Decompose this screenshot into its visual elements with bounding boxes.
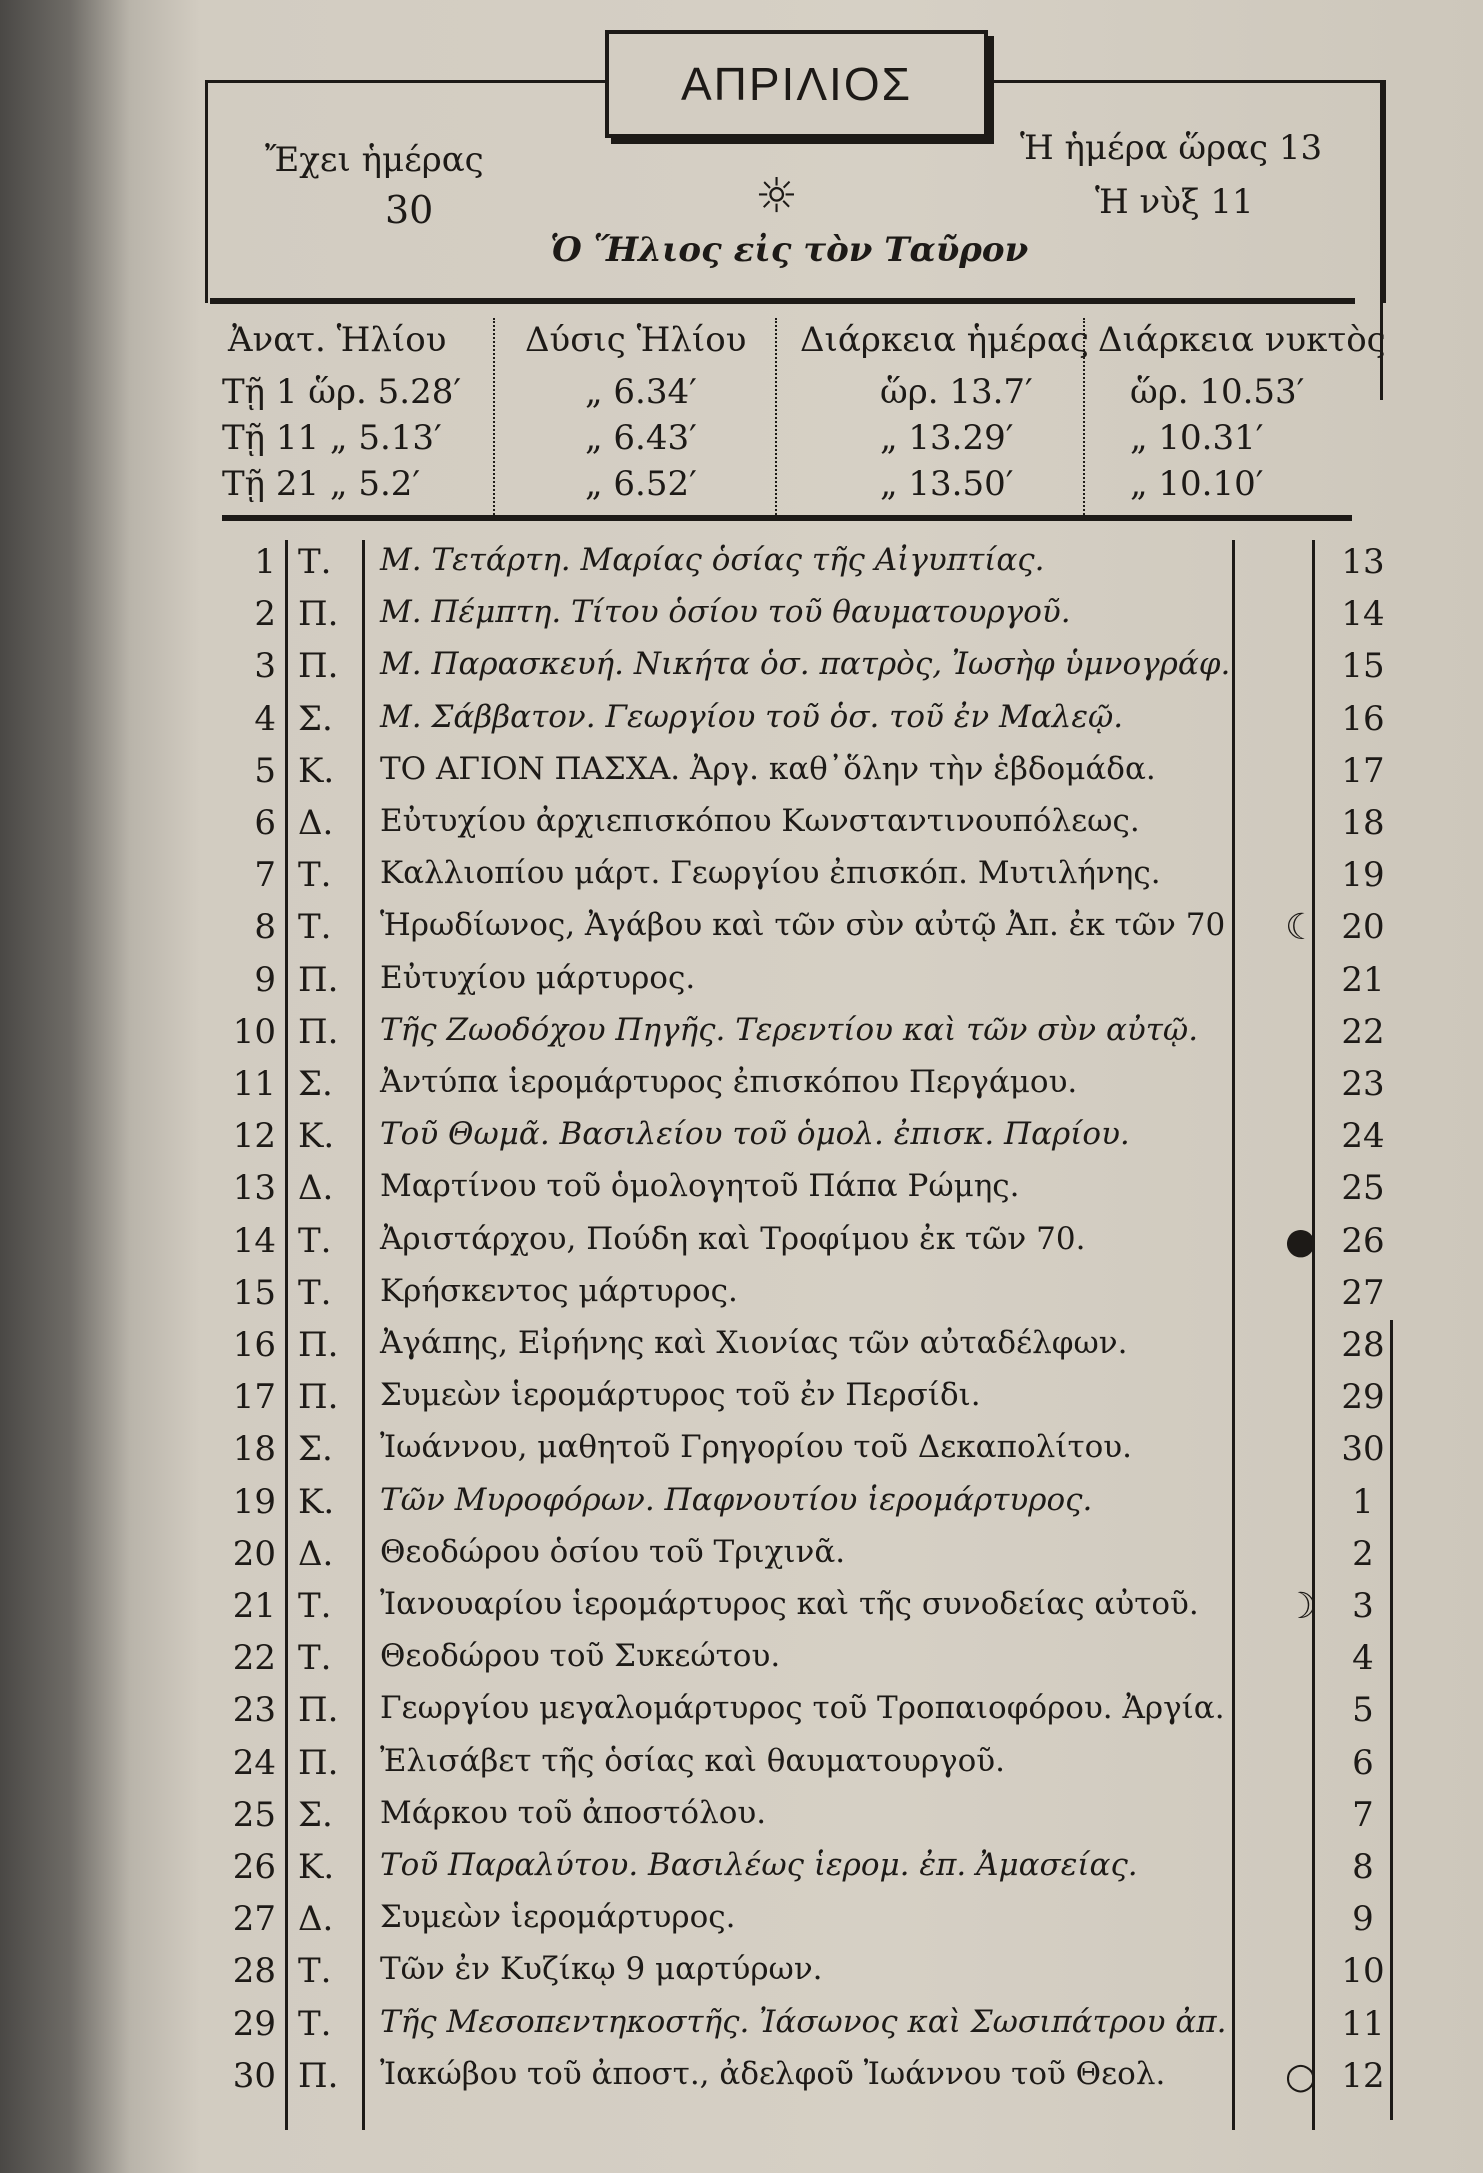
day-number: 18 [232,1429,276,1470]
sunrise-cell: Τῇ 11 „ 5.13′ [222,418,442,458]
saint-entry: Καλλιοπίου μάρτ. Γεωργίου ἐπισκόπ. Μυτιλήνης. [380,855,1161,892]
saint-entry: Τῶν Μυροφόρων. Παφνουτίου ἱερομάρτυρος. [380,1481,1093,1518]
saint-entry: Μ. Παρασκευή. Νικήτα ὁσ. πατρὸς, Ἰωσὴφ ὑμνογράφ. [380,646,1231,683]
old-calendar-day: 20 [1341,907,1385,948]
old-calendar-day: 1 [1352,1481,1374,1522]
weekday-abbrev: Τ. [298,1272,332,1313]
old-calendar-day: 5 [1352,1690,1374,1731]
calendar-row [0,2052,1483,2104]
day-number: 1 [254,542,276,582]
weekday-abbrev: Τ. [298,2003,332,2044]
weekday-abbrev: Δ. [298,1899,334,1940]
old-calendar-day: 14 [1341,594,1385,635]
old-calendar-day: 22 [1341,1011,1385,1052]
daylength-cell: „ 13.29′ [880,418,1014,458]
day-number: 27 [232,1899,276,1940]
old-calendar-day: 2 [1352,1533,1374,1574]
weekday-abbrev: Τ. [298,1220,332,1261]
weekday-abbrev: Δ. [298,803,334,843]
table-bottom-rule [222,515,1352,521]
calendar-row [0,1582,1483,1634]
col-header-daylength: Διάρκεια ἡμέρας [800,320,1089,360]
sunset-cell: „ 6.34′ [585,372,697,412]
calendar-row [0,799,1483,851]
day-number: 23 [232,1690,276,1731]
old-calendar-day: 21 [1341,959,1385,1000]
old-calendar-day: 10 [1341,1951,1385,1992]
day-number: 3 [254,646,276,687]
day-number: 7 [254,855,276,896]
saint-entry: Ἀντύπα ἱερομάρτυρος ἐπισκόπου Περγάμου. [380,1064,1078,1100]
calendar-row [0,642,1483,694]
calendar-row [0,851,1483,903]
sun-icon: ☼ [755,168,799,224]
saint-entry: Ἰανουαρίου ἱερομάρτυρος καὶ τῆς συνοδείας αὐτοῦ. [380,1586,1199,1622]
old-calendar-day: 9 [1352,1899,1374,1940]
calendar-row [0,1739,1483,1791]
saint-entry: Ἡρωδίωνος, Ἀγάβου καὶ τῶν σὺν αὐτῷ Ἀπ. ἐκ τῶν 70 [380,907,1226,944]
weekday-abbrev: Π. [298,959,339,1000]
weekday-abbrev: Σ. [298,1794,333,1835]
saint-entry: Τῆς Ζωοδόχου Πηγῆς. Τερεντίου καὶ τῶν σὺν αὐτῷ. [380,1011,1199,1048]
calendar-row [0,1895,1483,1947]
daylength-cell: „ 13.50′ [880,464,1014,504]
day-number: 9 [254,959,276,1000]
old-calendar-day: 6 [1352,1742,1374,1783]
saint-entry: Συμεὼν ἱερομάρτυρος τοῦ ἐν Περσίδι. [380,1377,981,1414]
weekday-abbrev: Κ. [298,750,335,791]
table-divider [775,318,777,518]
day-number: 8 [254,907,276,948]
old-calendar-day: 4 [1352,1638,1374,1679]
moon-phase-icon: ☽ [1285,1586,1318,1627]
calendar-row [0,1791,1483,1843]
calendar-row [0,747,1483,799]
saint-entry: Ἰωάννου, μαθητοῦ Γρηγορίου τοῦ Δεκαπολίτου. [380,1429,1132,1466]
old-calendar-day: 23 [1341,1064,1385,1104]
table-top-rule [210,298,1355,304]
day-number: 20 [232,1533,276,1574]
saint-entry: Ἐλισάβετ τῆς ὁσίας καὶ θαυματουργοῦ. [380,1742,1006,1779]
weekday-abbrev: Π. [298,1377,339,1418]
weekday-abbrev: Σ. [298,1064,333,1104]
old-calendar-day: 8 [1352,1847,1374,1887]
nightlength-cell: „ 10.31′ [1130,418,1264,458]
calendar-row [0,1008,1483,1060]
day-number: 13 [232,1168,276,1209]
calendar-row [0,1843,1483,1895]
calendar-row [0,1530,1483,1582]
weekday-abbrev: Σ. [298,698,333,739]
saint-entry: Τῶν ἐν Κυζίκῳ 9 μαρτύρων. [380,1951,823,1988]
old-calendar-day: 26 [1341,1220,1385,1261]
col-header-nightlength: Διάρκεια νυκτὸς [1098,320,1386,360]
day-number: 11 [232,1064,276,1104]
day-number: 30 [232,2055,276,2096]
weekday-abbrev: Π. [298,646,339,687]
saint-entry: Ἰακώβου τοῦ ἀποστ., ἀδελφοῦ Ἰωάννου τοῦ Θεολ. [380,2055,1166,2092]
month-title: ΑΠΡΙΛΙΟΣ [605,30,988,138]
days-label: Ἔχει ἡμέρας [265,140,484,180]
weekday-abbrev: Π. [298,1690,339,1731]
weekday-abbrev: Σ. [298,1429,333,1470]
saint-entry: Τοῦ Παραλύτου. Βασιλέως ἱερομ. ἐπ. Ἀμασείας. [380,1847,1138,1883]
days-count: 30 [385,188,434,232]
day-number: 6 [254,803,276,843]
old-calendar-day: 17 [1341,750,1385,791]
night-hours: Ἡ νὺξ 11 [1095,182,1254,222]
calendar-row [0,903,1483,955]
old-calendar-day: 12 [1341,2055,1385,2096]
zodiac-line: Ὁ Ἥλιος εἰς τὸν Ταῦρον [550,230,1029,270]
old-calendar-day: 28 [1341,1325,1385,1365]
saint-entry: Εὐτυχίου μάρτυρος. [380,959,696,996]
old-calendar-day: 16 [1341,698,1385,739]
day-number: 5 [254,750,276,791]
saint-entry: Μ. Σάββατον. Γεωργίου τοῦ ὁσ. τοῦ ἐν Μαλεῷ. [380,698,1124,735]
calendar-row [0,590,1483,642]
day-number: 17 [232,1377,276,1418]
daylength-cell: ὥρ. 13.7′ [880,372,1033,412]
weekday-abbrev: Π. [298,2055,339,2096]
weekday-abbrev: Τ. [298,542,332,582]
saint-entry: Θεοδώρου ὁσίου τοῦ Τριχινᾶ. [380,1533,846,1570]
weekday-abbrev: Δ. [298,1533,334,1574]
weekday-abbrev: Δ. [298,1168,334,1209]
day-number: 2 [254,594,276,635]
weekday-abbrev: Τ. [298,1951,332,1992]
calendar-row [0,1686,1483,1738]
moon-phase-icon: ● [1285,1220,1317,1262]
day-number: 29 [232,2003,276,2044]
calendar-row [0,1164,1483,1216]
nightlength-cell: „ 10.10′ [1130,464,1264,504]
moon-phase-icon: ○ [1285,2055,1317,2097]
calendar-row [0,1373,1483,1425]
saint-entry: Ἀριστάρχου, Πούδη καὶ Τροφίμου ἐκ τῶν 70. [380,1220,1086,1257]
saint-entry: Εὐτυχίου ἀρχιεπισκόπου Κωνσταντινουπόλεως. [380,803,1140,839]
day-number: 21 [232,1586,276,1626]
day-number: 22 [232,1638,276,1679]
calendar-row [0,1425,1483,1477]
old-calendar-day: 15 [1341,646,1385,687]
col-header-sunrise: Ἀνατ. Ἡλίου [228,320,447,360]
calendar-row [0,1478,1483,1530]
saint-entry: Ἀγάπης, Εἰρήνης καὶ Χιονίας τῶν αὐταδέλφων. [380,1325,1128,1361]
sunrise-cell: Τῇ 1 ὥρ. 5.28′ [222,372,462,412]
calendar-row [0,2000,1483,2052]
day-number: 24 [232,1742,276,1783]
day-number: 28 [232,1951,276,1992]
day-number: 19 [232,1481,276,1522]
day-number: 4 [254,698,276,739]
weekday-abbrev: Τ. [298,1586,332,1626]
calendar-row [0,695,1483,747]
saint-entry: Συμεὼν ἱερομάρτυρος. [380,1899,736,1936]
calendar-row [0,1060,1483,1112]
sunset-cell: „ 6.52′ [585,464,697,504]
weekday-abbrev: Κ. [298,1847,335,1887]
calendar-row [0,1321,1483,1373]
saint-entry: Γεωργίου μεγαλομάρτυρος τοῦ Τροπαιοφόρου. Ἀργία. [380,1690,1225,1727]
day-number: 12 [232,1116,276,1157]
day-number: 14 [232,1220,276,1261]
old-calendar-day: 27 [1341,1272,1385,1313]
day-number: 25 [232,1794,276,1835]
weekday-abbrev: Τ. [298,907,332,948]
old-calendar-day: 11 [1341,2003,1385,2044]
saint-entry: Κρήσκεντος μάρτυρος. [380,1272,738,1309]
day-number: 16 [232,1325,276,1365]
calendar-row [0,538,1483,590]
old-calendar-day: 24 [1341,1116,1385,1157]
day-number: 15 [232,1272,276,1313]
old-calendar-day: 7 [1352,1794,1374,1835]
old-calendar-day: 19 [1341,855,1385,896]
weekday-abbrev: Τ. [298,1638,332,1679]
col-header-sunset: Δύσις Ἡλίου [525,320,747,360]
weekday-abbrev: Π. [298,1742,339,1783]
day-number: 10 [232,1011,276,1052]
calendar-row [0,1634,1483,1686]
old-calendar-day: 3 [1352,1586,1374,1626]
sunrise-cell: Τῇ 21 „ 5.2′ [222,464,421,504]
old-calendar-day: 30 [1341,1429,1385,1470]
saint-entry: Μ. Τετάρτη. Μαρίας ὁσίας τῆς Αἰγυπτίας. [380,542,1045,578]
saint-entry: Μ. Πέμπτη. Τίτου ὁσίου τοῦ θαυματουργοῦ. [380,594,1071,631]
saint-entry: Τοῦ Θωμᾶ. Βασιλείου τοῦ ὁμολ. ἐπισκ. Παρίου. [380,1116,1130,1153]
old-calendar-day: 25 [1341,1168,1385,1209]
table-divider [493,318,495,518]
calendar-row [0,1947,1483,1999]
saint-entry: ΤΟ ΑΓΙΟΝ ΠΑΣΧΑ. Ἀργ. καθ᾽ὅλην τὴν ἑβδομάδα. [380,750,1156,787]
weekday-abbrev: Τ. [298,855,332,896]
saint-entry: Μάρκου τοῦ ἀποστόλου. [380,1794,767,1831]
moon-phase-icon: ☾ [1285,907,1318,949]
saint-entry: Μαρτίνου τοῦ ὁμολογητοῦ Πάπα Ρώμης. [380,1168,1020,1205]
weekday-abbrev: Π. [298,1325,339,1365]
calendar-row [0,1269,1483,1321]
calendar-row [0,1112,1483,1164]
saint-entry: Θεοδώρου τοῦ Συκεώτου. [380,1638,781,1675]
calendar-row [0,1217,1483,1269]
weekday-abbrev: Π. [298,594,339,635]
nightlength-cell: ὥρ. 10.53′ [1130,372,1305,412]
day-hours: Ἡ ἡμέρα ὥρας 13 [1020,128,1323,168]
saint-entry: Τῆς Μεσοπεντηκοστῆς. Ἰάσωνος καὶ Σωσιπάτρου ἀπ. [380,2003,1227,2040]
weekday-abbrev: Κ. [298,1481,335,1522]
day-number: 26 [232,1847,276,1887]
weekday-abbrev: Κ. [298,1116,335,1157]
sunset-cell: „ 6.43′ [585,418,697,458]
weekday-abbrev: Π. [298,1011,339,1052]
calendar-row [0,956,1483,1008]
old-calendar-day: 29 [1341,1377,1385,1418]
old-calendar-day: 18 [1341,803,1385,843]
old-calendar-day: 13 [1341,542,1385,582]
